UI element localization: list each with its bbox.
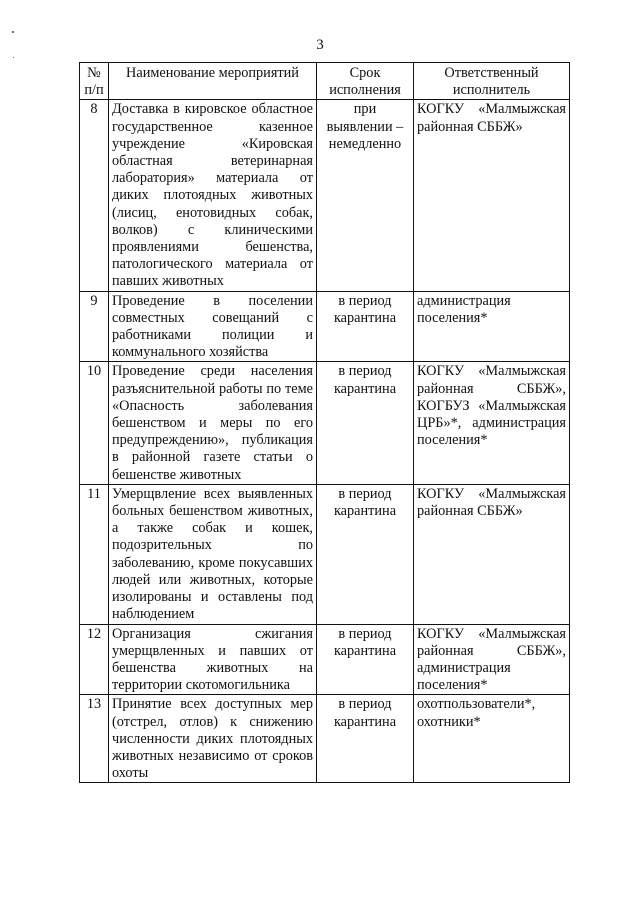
table-row (80, 695, 570, 783)
table-row (80, 484, 570, 624)
row-deadline: в период карантина (317, 624, 414, 695)
row-responsible: КОГКУ «Малмыжская районная СББЖ» (414, 484, 570, 624)
row-deadline: в период карантина (317, 695, 414, 783)
header-responsible: Ответственный исполнитель (414, 63, 570, 100)
row-number: 13 (80, 695, 109, 783)
table-row (80, 362, 570, 484)
row-number: 12 (80, 624, 109, 695)
scan-speck (12, 31, 14, 33)
page-number: 3 (316, 37, 324, 53)
table-row (80, 291, 570, 362)
row-measure: Умерщвление всех выявленных больных бешенством животных, а также собак и кошек, подозрительных по заболеванию, кроме покусавших людей или животных, которые изолированы и оставлены под наблюдением (109, 484, 317, 624)
row-deadline: в период карантина (317, 484, 414, 624)
row-number: 10 (80, 362, 109, 484)
table-header-row (80, 63, 570, 100)
row-responsible: КОГКУ «Малмыжская районная СББЖ», администрация поселения* (414, 624, 570, 695)
row-responsible: КОГКУ «Малмыжская районная СББЖ» (414, 100, 570, 291)
row-deadline: в период карантина (317, 362, 414, 484)
row-number: 8 (80, 100, 109, 291)
header-name: Наименование мероприятий (109, 63, 317, 100)
row-responsible: охотпользователи*, охотники* (414, 695, 570, 783)
measures-table (79, 62, 570, 783)
scan-speck (13, 57, 14, 58)
row-measure: Доставка в кировское областное государственное казенное учреждение «Кировская областная ветеринарная лаборатория» материала от диких плотоядных животных (лисиц, енотовидных собак, волков) с клиническими проявлениями бешенства, патологического материала от павших животных (109, 100, 317, 291)
row-measure: Принятие всех доступных мер (отстрел, отлов) к снижению численности диких плотоядных животных независимо от сроков охоты (109, 695, 317, 783)
table-row (80, 624, 570, 695)
row-measure: Проведение среди населения разъяснительной работы по теме «Опасность заболевания бешенством и меры по его предупреждению», публикация в районной газете статьи о бешенстве животных (109, 362, 317, 484)
row-number: 9 (80, 291, 109, 362)
row-measure: Организация сжигания умерщвленных и павших от бешенства животных на территории скотомогильника (109, 624, 317, 695)
header-num: № п/п (80, 63, 109, 100)
row-responsible: КОГКУ «Малмыжская районная СББЖ», КОГБУЗ «Малмыжская ЦРБ»*, администрация поселения* (414, 362, 570, 484)
row-deadline: при выявлении – немедленно (317, 100, 414, 291)
row-responsible: администрация поселения* (414, 291, 570, 362)
row-deadline: в период карантина (317, 291, 414, 362)
table-row (80, 100, 570, 291)
row-measure: Проведение в поселении совместных совещаний с работниками полиции и коммунального хозяйства (109, 291, 317, 362)
header-deadline: Срок исполнения (317, 63, 414, 100)
row-number: 11 (80, 484, 109, 624)
